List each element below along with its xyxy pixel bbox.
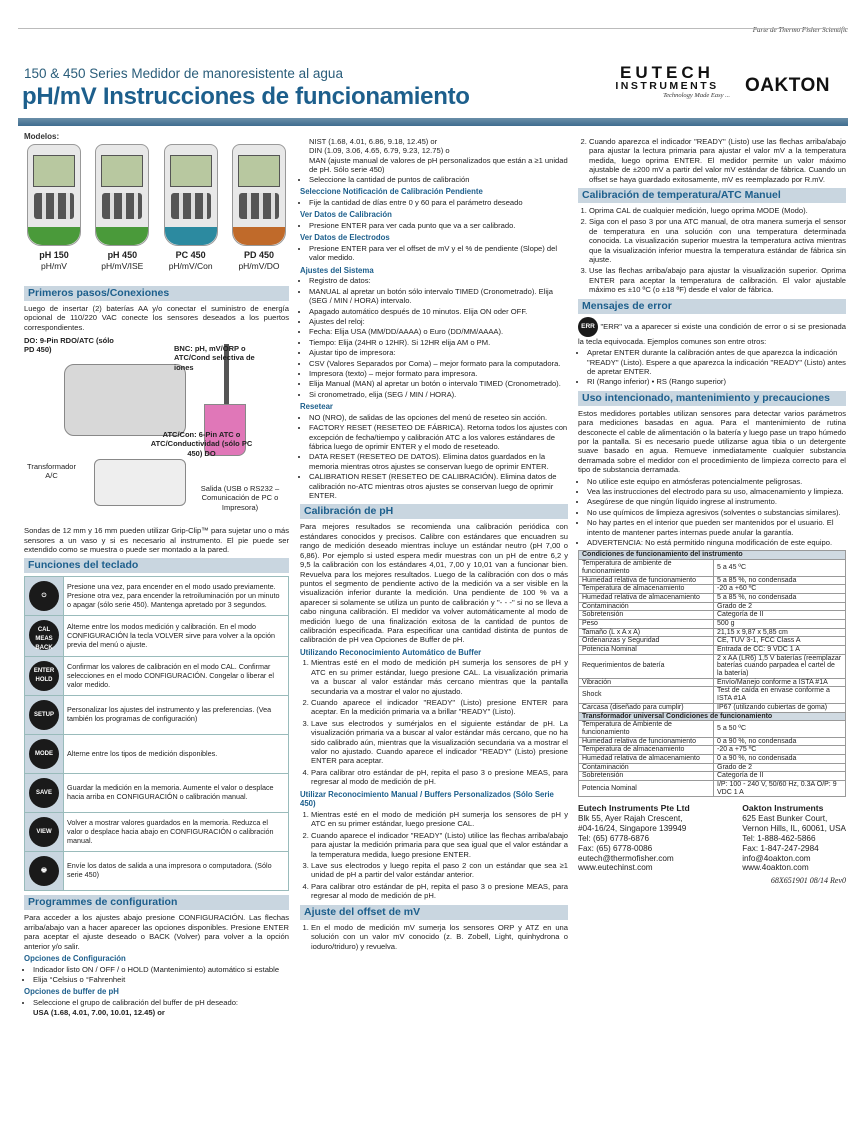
spec-header: Transformador universal Condiciones de funcionamiento (579, 712, 846, 721)
err-icon: ERR (578, 317, 598, 337)
spec-key: Temperatura de Ambiente de funcionamiento (579, 721, 714, 737)
grip-clip-text: Sondas de 12 mm y 16 mm pueden utilizar Grip-Clip™ para sujetar uno o más sensores a un vaso y si es necesario al instrumento. El pie puede ser extendido como se muestra o puede ser montado a la pared. (24, 526, 289, 554)
meter-type: pH/mV (41, 261, 67, 272)
spec-key: Temperatura de almacenamiento (579, 746, 714, 755)
do-port-label: DO: 9-Pin RDO/ATC (sólo PD 450) (24, 336, 114, 355)
spec-value: I/P: 100 - 240 V, 50/60 Hz, 0.3A O/P: 9 VDC 1 A (714, 781, 846, 797)
keypad-icon-cell (25, 852, 64, 891)
meter-type: pH/mV/Con (168, 261, 213, 272)
meter-keypad-image (171, 193, 211, 219)
reset-item: • DATA RESET (RESETEO DE DATOS). Elimina datos guardados en la memoria mientras otros ajustes se conservan luego de oprimir ENTER. (309, 452, 568, 471)
cal-meas-back-icon: CAL MEAS BACK (29, 620, 59, 650)
address-line: Blk 55, Ayer Rajah Crescent, (578, 814, 683, 824)
system-item: • Registro de datos: (309, 276, 568, 285)
meter-model (229, 144, 289, 282)
keypad-description: Alterne entre los tipos de medición disponibles. (64, 735, 289, 774)
atc-port-label: ATC/Con: 6-Pin ATC o ATC/Conductividad (sólo PC 450) DO (150, 430, 253, 458)
address-line: www.eutechinst.com (578, 863, 653, 873)
getting-started-text: Luego de insertar (2) baterías AA y/o conectar el suministro de energía opcional de 110/220 VAC conecte los sensores deseados a los puertos correspondientes. (24, 303, 289, 332)
buffer-man: MAN (ajuste manual de valores de pH personalizados que están a ≥1 unidad de pH. Sólo serie 450) (309, 155, 568, 175)
auto-step: 2. Cuando aparece el indicador "READY" (Listo) presione ENTER para aceptar. En la medición primaria va a brillar "READY" (Listo). (311, 698, 568, 717)
spec-row (579, 746, 846, 755)
meter-base-image (96, 227, 148, 245)
keypad-description: Confirmar los valores de calibración en el modo CAL. Confirmar selecciones en el modo CONFIGURACIÓN. Congelar o liberar el valor medido. (64, 657, 289, 696)
care-item: • No utilice este equipo en atmósferas potencialmente peligrosas. (587, 477, 846, 486)
address-line: eutech@thermofisher.com (578, 853, 674, 863)
section-ph-cal: Calibración de pH (300, 504, 568, 519)
meter-model (24, 144, 84, 282)
see-cal-title: Ver Datos de Calibración (300, 210, 392, 220)
system-item: • Tiempo: Elija (24HR o 12HR). Si 12HR elija AM o PM. (309, 338, 568, 347)
spec-key: Requerimientos de batería (579, 654, 714, 678)
spec-key: Peso (579, 619, 714, 628)
spec-value: 0 a 90 %, no condensada (714, 754, 846, 763)
keypad-table (24, 576, 289, 891)
keypad-icon-cell (25, 774, 64, 813)
spec-value: 500 g (714, 619, 846, 628)
connector-panel-image (94, 459, 186, 506)
spec-key: Humedad relativa de almacenamiento (579, 754, 714, 763)
keypad-icon-cell (25, 813, 64, 852)
spec-key: Contaminación (579, 602, 714, 611)
spec-value: IP67 (utilizando cubiertas de goma) (714, 703, 846, 712)
temp-step: 2. Siga con el paso 3 por una ATC manual, de otra manera sumerja el sensor de temperatura en una solución con una temperatura determinada conocida. La visualización superior muestra la temperatura activa mientras que la visualización inferior muestra la temperatura estándar de fábrica sin ajuste. (589, 217, 846, 264)
section-config: Programmes de configuration (24, 895, 289, 910)
meter-name: pH 450 (107, 249, 138, 260)
system-item: • Ajustar tipo de impresora: (309, 348, 568, 357)
care-list (578, 477, 846, 548)
buffer-options-title: Opciones de buffer de pH (24, 987, 119, 997)
address-line: Fax: 1-847-247-2984 (742, 843, 819, 853)
setup-icon: SETUP (29, 700, 59, 730)
meter-name: pH 150 (39, 249, 69, 260)
meter-body-image (95, 144, 149, 246)
spec-row (579, 628, 846, 637)
address-line: Fax: (65) 6778-0086 (578, 843, 653, 853)
address-line: 625 East Bunker Court, (742, 814, 828, 824)
spec-value: Test de caída en envase conforme a ISTA #1A (714, 687, 846, 703)
temp-step: 1. Oprima CAL de cualquier medición, luego oprima MODE (Modo). (589, 206, 846, 215)
spec-value: 5 a 50 ºC (714, 721, 846, 737)
section-mv-offset: Ajuste del offset de mV (300, 905, 568, 920)
keypad-row (25, 774, 289, 813)
spec-key: Humedad relativa de funcionamiento (579, 576, 714, 585)
spec-row (579, 576, 846, 585)
manual-steps (300, 810, 568, 901)
spec-value: 0 a 90 %, no condensada (714, 737, 846, 746)
temp-steps (578, 206, 846, 295)
ph-cal-intro: Para mejores resultados se recomienda una calibración periódica con estándares conocidos y precisos. Calibre con estándares que encuadren su rango de medición deseado mientras incluye un estándar neutro (pH 7,00 o 6,86). Por ejemplo si usted espera medir muestras con un pH de entre 6,2 y 9,5 la calibración con los estándares 4,01, 7,00 y 10,01 van a funcionar bien. Revuelva para los mejores resultados. Luego de la calibración con dos o más puntos el segmento de pendiente activo de la medición va a ser visible en la visualización inferior durante la medición. Una pendiente de 100 % va a aparecer si solamente se utiliza un punto de calibración y "- - -" si no se lleva a cabo ninguna calibración. El medidor va volver automáticamente al modo de medición luego de una finalización exitosa de la cantidad de puntos de calibración especificada. Para especificar una cantidad distinta de puntos de calibración de pH vea Opciones de Buffer de pH. (300, 522, 568, 645)
spec-header-row (579, 712, 846, 721)
manual-buffer-title: Utilizar Reconocimiento Manual / Buffers Personalizados (Sólo Serie 450) (300, 789, 554, 809)
system-list (300, 276, 568, 399)
due-title: Seleccione Notificación de Calibración Pendiente (300, 187, 483, 197)
auto-step: 3. Lave sus electrodos y sumérjalos en el siguiente estándar de pH. La visualización primaria va a buscar al valor estándar más cercano, que no ha sido calibrado aún, mientras que la visualización secundaria va a mostrar el valor no ajustado. Cuando aparece el indicador "READY" (Listo) presione ENTER para aceptar. (311, 719, 568, 766)
transformer-label: Transformador A/C (27, 462, 76, 481)
spec-value: Entrada de CC: 9 VDC 1 A (714, 646, 846, 655)
see-elec-text: • Presione ENTER para ver el offset de mV y el % de pendiente (Slope) del valor medido. (309, 244, 568, 263)
manual-step: 3. Lave sus electrodos y luego repita el paso 2 con un estándar que sea ≥1 unidad de pH a partir del valor estándar anterior. (311, 861, 568, 880)
section-temp-cal: Calibración de temperatura/ATC Manuel (578, 188, 846, 203)
spec-row (579, 772, 846, 781)
meter-keypad-image (239, 193, 279, 219)
spec-key: Contaminación (579, 763, 714, 772)
spec-value: 5 a 45 ºC (714, 560, 846, 576)
system-item: • Fecha: Elija USA (MM/DD/AAAA) o Euro (DD/MM/AAAA). (309, 327, 568, 336)
buffer-count: • Seleccione la cantidad de puntos de calibración (309, 175, 568, 184)
meter-display-image (33, 155, 75, 187)
spec-table (578, 550, 846, 797)
keypad-description: Personalizar los ajustes del instrumento y las preferencias. (Vea también los programas de configuración) (64, 696, 289, 735)
connections-photo (24, 334, 289, 524)
models-label: Modelos: (24, 132, 60, 141)
meter-display-image (101, 155, 143, 187)
enter-hold-icon: ENTER HOLD (29, 661, 59, 691)
spec-row (579, 678, 846, 687)
spec-value: -20 a +60 ºC (714, 585, 846, 594)
care-item: • ADVERTENCIA: No está permitido ninguna modificación de este equipo. (587, 538, 846, 547)
address-line: www.4oakton.com (742, 863, 809, 873)
manual-step: 1. Mientras esté en el modo de medición pH sumerja los sensores de pH y ATC en su primer estándar, luego presione CAL. (311, 810, 568, 829)
meter-model (161, 144, 221, 282)
spec-row (579, 646, 846, 655)
address-line: Tel: (65) 6778-6876 (578, 833, 650, 843)
auto-step: 4. Para calibrar otro estándar de pH, repita el paso 3 o presione MEAS, para regresar al modo de medición de pH. (311, 768, 568, 787)
spec-value: CE, TUV 3-1, FCC Class A (714, 637, 846, 646)
meter-name: PC 450 (175, 249, 206, 260)
system-item: • Si cronometrado, elija (SEG / MIN / HORA). (309, 390, 568, 399)
keypad-icon-cell (25, 577, 64, 616)
oakton-logo: OAKTON (745, 75, 830, 96)
address-line: #04-16/24, Singapore 139949 (578, 824, 687, 834)
keypad-description: Presione una vez, para encender en el modo usado previamente. Presione otra vez, para encender la retroiluminación por un minuto o apagar (sólo serie 450). Mantenga apretado por 3 segundos. (64, 577, 289, 616)
view-icon: VIEW (29, 817, 59, 847)
mode-icon: MODE (29, 739, 59, 769)
temp-step: 3. Use las flechas arriba/abajo para ajustar la visualización superior. Oprima ENTER para aceptar la temperatura de calibración. El valor ajustable máximo es ±10 ºC (o ±18 ºF) desde el valor de fábrica. (589, 266, 846, 294)
series-subtitle: 150 & 450 Series Medidor de manoresistente al agua (24, 66, 343, 81)
meter-body-image (27, 144, 81, 246)
meter-base-image (233, 227, 285, 245)
meter-model (92, 144, 152, 282)
spec-key: Tamaño (L x A x A) (579, 628, 714, 637)
keypad-icon-cell (25, 616, 64, 657)
system-item: • Elija Manual (MAN) al apretar un botón o intervalo TIMED (Cronometrado). (309, 379, 568, 388)
spec-row (579, 763, 846, 772)
keypad-description: Volver a mostrar valores guardados en la memoria. Reduzca el valor o desplace hacia abajo en CONFIGURACIÓN o calibración manual. (64, 813, 289, 852)
printer-icon: 🖶 (29, 856, 59, 886)
spec-value: 5 a 85 %, no condensada (714, 593, 846, 602)
address-line: Tel: 1-888-462-5866 (742, 833, 816, 843)
keypad-row (25, 696, 289, 735)
care-item: • No use químicos de limpieza agresivos (solventes o substancias similares). (587, 508, 846, 517)
config-options-title: Opciones de Configuración (24, 953, 126, 963)
bnc-port-label: BNC: pH, mV/ORP o ATC/Cond selectiva de iones (174, 344, 255, 372)
meter-display-image (238, 155, 280, 187)
meter-keypad-image (34, 193, 74, 219)
spec-header: Condiciones de funcionamiento del instrumento (579, 551, 846, 560)
column-3 (578, 137, 846, 886)
document-number: 68X651901 08/14 Rev0 (770, 876, 846, 886)
see-elec-title: Ver Datos de Electrodos (300, 233, 390, 243)
auto-buffer-title: Utilizando Reconocimiento Automático de Buffer (300, 647, 482, 657)
spec-value: 5 a 85 %, no condensada (714, 576, 846, 585)
column-2 (300, 137, 568, 953)
eutech-logo: EUTECH INSTRUMENTS Technology Made Easy ... (615, 63, 730, 99)
spec-key: Temperatura de ambiente de funcionamiento (579, 560, 714, 576)
spec-value: 2 x AA (LR6) 1,5 V baterías (reemplazar baterías cuando parpadea el cartel de la batería) (714, 654, 846, 678)
section-errors: Mensajes de error (578, 299, 846, 314)
error-item-2: • RI (Rango inferior) • RS (Rango superior) (587, 377, 846, 386)
spec-key: Potencia Nominal (579, 646, 714, 655)
spec-key: Ordenanzas y Seguridad (579, 637, 714, 646)
meter-display-image (170, 155, 212, 187)
reset-item: • NO (NRO), de salidas de las opciones del menú de reseteo sin acción. (309, 413, 568, 422)
system-title: Ajustes del Sistema (300, 265, 374, 275)
spec-row (579, 781, 846, 797)
errors-intro: "ERR" va a aparecer si existe una condición de error o si se presionada la tecla equivocada. Ejemplos comunes son entre otros: (578, 321, 846, 346)
spec-value: Grado de 2 (714, 763, 846, 772)
page-title: pH/mV Instrucciones de funcionamiento (22, 83, 470, 110)
meter-type: pH/mV/DO (238, 261, 280, 272)
keypad-row (25, 577, 289, 616)
config-intro: Para acceder a los ajustes abajo presione CONFIGURACIÓN. Las flechas arriba/abajo van a hacer aparecer las opciones disponibles. Presione ENTER para aceptar el ajuste deseado o BACK (Volver) para volver a la opción anterior y/o salir. (24, 913, 289, 951)
see-cal-text: • Presione ENTER para ver cada punto que va a ser calibrado. (309, 221, 568, 230)
spec-row (579, 611, 846, 620)
system-item: • MANUAL al apretar un botón sólo intervalo TIMED (Cronometrado). Elija (SEG / MIN / HORA) intervalo. (309, 287, 568, 306)
keypad-row (25, 616, 289, 657)
spec-value: Envío/Manejo conforme a ISTA #1A (714, 678, 846, 687)
spec-key: Sobretensión (579, 772, 714, 781)
meter-type: pH/mV/ISE (101, 261, 144, 272)
reset-item: • FACTORY RESET (RESETEO DE FÁBRICA). Retorna todos los ajustes con excepción de fecha/tiempo y calibración ATC a los valores estándares de fábrica luego de oprimir ENTER y el modo de reseteado. (309, 423, 568, 451)
spec-row (579, 602, 846, 611)
spec-row (579, 754, 846, 763)
spec-value: -20 a +75 ºC (714, 746, 846, 755)
keypad-description: Alterne entre los modos medición y calibración. En el modo CONFIGURACIÓN la tecla VOLVER sirve para volver a la opción previa del menú o ajuste. (64, 616, 289, 657)
header-band (18, 118, 848, 126)
keypad-description: Guardar la medición en la memoria. Aumente el valor o desplace hacia arriba en CONFIGURACIÓN o calibración manual. (64, 774, 289, 813)
output-label: Salida (USB o RS232 – Comunicación de PC o Impresora) (200, 484, 280, 512)
buffer-nist: NIST (1.68, 4.01, 6.86, 9.18, 12.45) or (309, 137, 438, 146)
contacts (578, 803, 846, 873)
spec-value: 21,15 x 9,87 x 5,85 cm (714, 628, 846, 637)
spec-value: Categoría de II (714, 772, 846, 781)
keypad-icon-cell (25, 657, 64, 696)
address-line: Eutech Instruments Pte Ltd (578, 803, 690, 814)
reset-title: Resetear (300, 402, 333, 412)
auto-step: 1. Mientras esté en el modo de medición pH sumerja los sensores de pH y ATC en su primer estándar, luego presione CAL. La visualización primaria va a buscar al valor estándar más cercano mientras que la pantalla secundaria va a mostrar el valor no ajustado. (311, 658, 568, 696)
care-item: • Asegúrese de que ningún líquido ingrese al instrumento. (587, 497, 846, 506)
care-item: • No hay partes en el interior que pueden ser mantenidos por el usuario. El intento de mantener partes internas puede anular la garantía. (587, 518, 846, 537)
spec-value: Categoría de II (714, 611, 846, 620)
spec-row (579, 619, 846, 628)
meter-base-image (165, 227, 217, 245)
meters-row (24, 144, 289, 282)
keypad-row (25, 852, 289, 891)
spec-key: Vibración (579, 678, 714, 687)
spec-row (579, 593, 846, 602)
spec-key: Carcasa (diseñado para cumplir) (579, 703, 714, 712)
meter-keypad-image (102, 193, 142, 219)
address-line: info@4oakton.com (742, 853, 811, 863)
part-of-text: Parte de Thermo Fisher Scientific (752, 26, 848, 34)
system-item: • Apagado automático después de 10 minutos. Elija ON oder OFF. (309, 307, 568, 316)
spec-row (579, 560, 846, 576)
care-item: • Vea las instrucciones del electrodo para su uso, almacenamiento y limpieza. (587, 487, 846, 496)
system-item: • CSV (Valores Separados por Coma) – mejor formato para la computadora. (309, 359, 568, 368)
eutech-address (578, 803, 690, 873)
keypad-row (25, 813, 289, 852)
meter-body-image (232, 144, 286, 246)
section-care: Uso intencionado, mantenimiento y precauciones (578, 391, 846, 406)
keypad-description: Envíe los datos de salida a una impresora o computadora. (Sólo serie 450) (64, 852, 289, 891)
top-rule (18, 28, 848, 29)
spec-key: Shock (579, 687, 714, 703)
manual-step: 2. Cuando aparece el indicador "READY" (Listo) utilice las flechas arriba/abajo para ajustar la medición primaria para que sea igual que el valor estándar a la temperatura medida, luego presione ENTER. (311, 831, 568, 859)
error-item-1: • Apretar ENTER durante la calibración antes de que aparezca la indicación "READY" (Listo). Espere a que aparezca la indicación "READY" (Listo) antes de apretar ENTER. (587, 348, 846, 376)
keypad-icon-cell (25, 735, 64, 774)
config-option-ready: • Indicador listo ON / OFF / o HOLD (Mantenimiento) automático si estable (33, 965, 289, 974)
meter-body-image (164, 144, 218, 246)
buffer-select-text: • Seleccione el grupo de calibración del buffer de pH deseado: (33, 998, 289, 1007)
spec-key: Temperatura de almacenamiento (579, 585, 714, 594)
spec-key: Sobretensión (579, 611, 714, 620)
column-1 (24, 132, 289, 1018)
mv-step-1: 1. En el modo de medición mV sumerja los sensores ORP y ATZ en una solución con un valor mV conocido (z. B. Zobell, Light, quinhydrona o ioduro/triduro) y revuelva. (311, 923, 568, 951)
manual-step: 4. Para calibrar otro estándar de pH, repita el paso 3 o presione MEAS, para regresar al modo de medición de pH. (311, 882, 568, 901)
spec-key: Humedad relativa de funcionamiento (579, 737, 714, 746)
section-keypad: Funciones del teclado (24, 558, 289, 573)
keypad-row (25, 657, 289, 696)
save-icon: SAVE (29, 778, 59, 808)
spec-row (579, 637, 846, 646)
due-text: • Fije la cantidad de días entre 0 y 60 para el parámetro deseado (309, 198, 568, 207)
spec-header-row (579, 551, 846, 560)
spec-row (579, 687, 846, 703)
buffer-usa: USA (1.68, 4.01, 7.00, 10.01, 12.45) or (33, 1008, 165, 1018)
meter-name: PD 450 (243, 249, 274, 260)
spec-row (579, 585, 846, 594)
address-line: Vernon Hills, IL, 60061, USA (742, 824, 846, 834)
config-option-unit: • Elija °Celsius o °Fahrenheit (33, 975, 289, 984)
spec-row (579, 654, 846, 678)
spec-key: Humedad relativa de almacenamiento (579, 593, 714, 602)
mv-step-2: 2. Cuando aparezca el indicador "READY" (Listo) use las flechas arriba/abajo para ajustar la lectura primaria para ajustar el valor mV a la temperatura medida, luego oprima ENTER. El medidor permite un valor máximo ajustable de ±200 mV a partir del valor mV estándar de fábrica. Cuando un offset se haya guardado exitosamente, mV es reemplazado por R.mV. (589, 137, 846, 184)
keypad-row (25, 735, 289, 774)
auto-steps (300, 658, 568, 786)
reset-list (300, 413, 568, 501)
section-getting-started: Primeros pasos/Conexiones (24, 286, 289, 301)
spec-key: Potencia Nominal (579, 781, 714, 797)
reset-item: • CALIBRATION RESET (RESETEO DE CALIBRACIÓN). Elimina datos de calibración no-ATC mientras otros ajustes se conservan luego de oprimir ENTER. (309, 472, 568, 500)
oakton-address (742, 803, 846, 873)
spec-value: Grado de 2 (714, 602, 846, 611)
care-intro: Estos medidores portables utilizan sensores para detectar varios parámetros para mediciones basadas en agua. Para el mantenimiento de rutina desconecte el cable de alimentación o la batería y luego pase un trapo húmedo por la pantalla. Si es necesario puede utilizarse agua tibia o un detergente suave basado en agua. Remueve inmediatamente cualquier substancia derramada sobre el medidor con el procedimiento de limpieza correcto para el tipo de substancia derramada. (578, 408, 846, 475)
spec-row (579, 703, 846, 712)
system-item: • Ajustes del reloj: (309, 317, 568, 326)
address-line: Oakton Instruments (742, 803, 824, 814)
spec-row (579, 737, 846, 746)
meter-device-image (64, 364, 186, 436)
keypad-icon-cell (25, 696, 64, 735)
buffer-din: DIN (1.09, 3.06, 4.65, 6.79, 9.23, 12.75) o (309, 146, 450, 156)
meter-base-image (28, 227, 80, 245)
power-icon: ⏻ (29, 581, 59, 611)
spec-row (579, 721, 846, 737)
system-item: • Impresora (texto) – mejor formato para impresora. (309, 369, 568, 378)
